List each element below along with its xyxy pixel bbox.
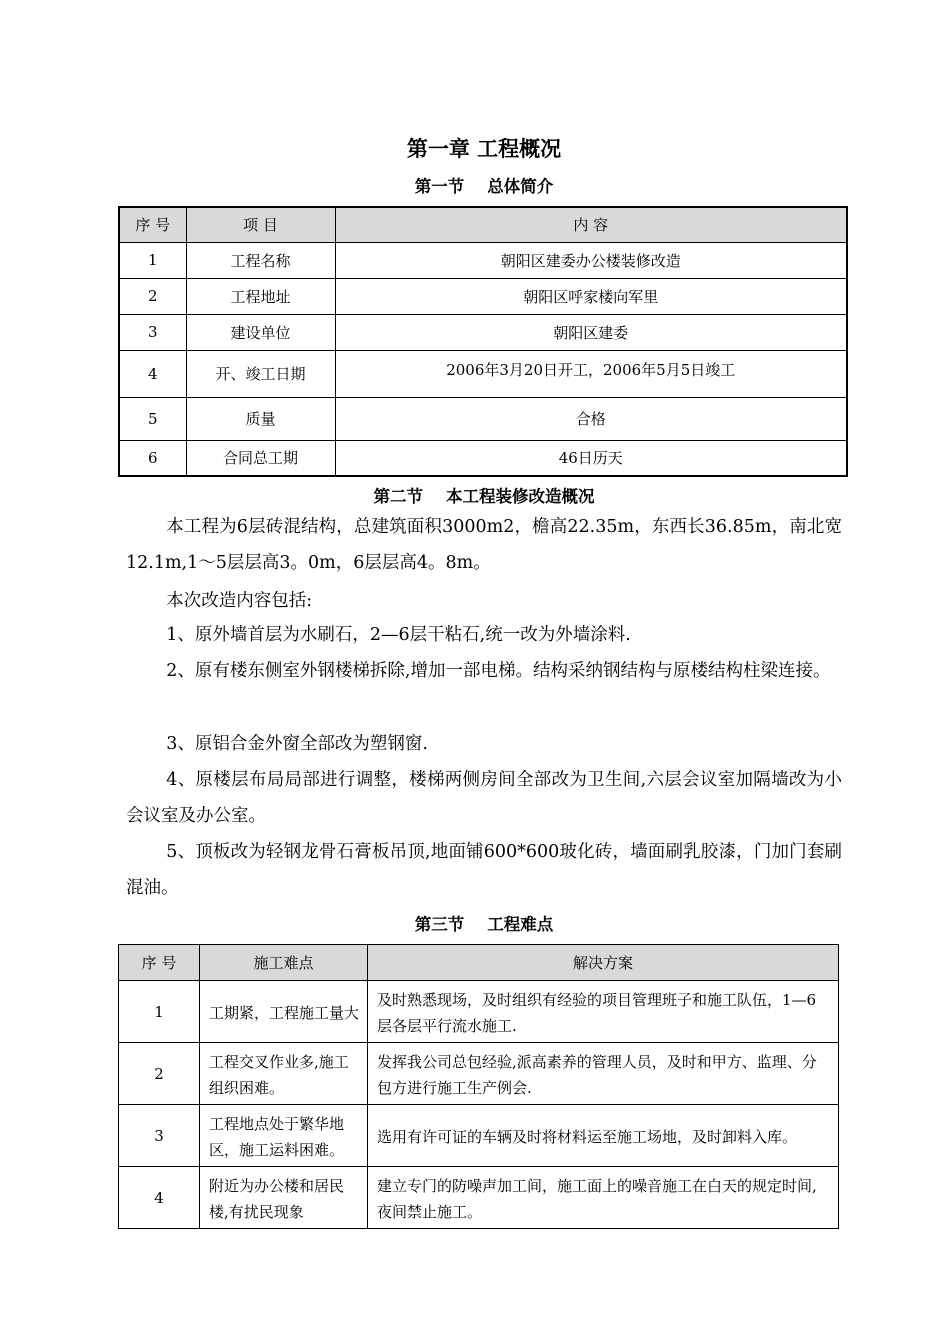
paragraph: 5、顶板改为轻钢龙骨石膏板吊顶,地面铺600*600玻化砖，墙面刷乳胶漆，门加门套刷混油。 [126,842,842,898]
row-no: 2 [119,1043,200,1105]
row-no: 3 [119,1105,200,1167]
row-difficulty: 附近为办公楼和居民楼,有扰民现象 [200,1167,368,1229]
row-content: 朝阳区建委 [335,314,847,350]
paragraph: 本次改造内容包括: [166,591,313,611]
row-item: 建设单位 [186,314,335,350]
header-no: 序 号 [119,207,186,242]
overview-table [118,206,848,477]
header-solution: 解决方案 [368,945,839,981]
paragraph: 1、原外墙首层为水刷石，2—6层干粘石,统一改为外墙涂料. [166,625,631,645]
row-solution: 发挥我公司总包经验,派高素养的管理人员，及时和甲方、监理、分包方进行施工生产例会. [368,1043,839,1105]
row-item: 工程地址 [186,278,335,314]
table-row [119,278,847,314]
row-difficulty: 工程地点处于繁华地区，施工运料困难。 [200,1105,368,1167]
row-no: 4 [119,350,186,397]
overview-table-header [119,207,847,242]
table-row [119,242,847,278]
header-content: 内 容 [335,207,847,242]
table-row [119,314,847,350]
row-solution: 建立专门的防噪声加工间，施工面上的噪音施工在白天的规定时间,夜间禁止施工。 [368,1167,839,1229]
difficulty-table [118,944,839,1229]
table-row [119,1105,839,1167]
header-no: 序 号 [119,945,200,981]
row-content: 46日历天 [335,440,847,476]
row-no: 1 [119,981,200,1043]
paragraph: 本工程为6层砖混结构，总建筑面积3000m2，檐高22.35m，东西长36.85m，南北宽12.1m,1～5层层高3。0m，6层层高4。8m。 [126,517,842,573]
table-row [119,397,847,440]
header-difficulty: 施工难点 [200,945,368,981]
row-difficulty: 工程交叉作业多,施工组织困难。 [200,1043,368,1105]
paragraph: 4、原楼层布局局部进行调整，楼梯两侧房间全部改为卫生间,六层会议室加隔墙改为小会议室及办公室。 [126,770,842,826]
row-difficulty: 工期紧，工程施工量大 [200,981,368,1043]
section3-title: 第三节 工程难点 [414,915,554,934]
table-row [119,440,847,476]
section2-title: 第二节 本工程装修改造概况 [373,487,595,506]
row-item: 合同总工期 [186,440,335,476]
table-row [119,1167,839,1229]
paragraph: 3、原铝合金外窗全部改为塑钢窗. [166,734,428,754]
section1-title: 第一节 总体简介 [414,177,554,196]
chapter-title: 第一章 工程概况 [406,137,562,161]
row-no: 2 [119,278,186,314]
row-item: 开、竣工日期 [186,350,335,397]
row-content: 2006年3月20日开工，2006年5月5日竣工 [335,350,847,397]
row-content: 朝阳区建委办公楼装修改造 [335,242,847,278]
row-item: 工程名称 [186,242,335,278]
paragraph: 2、原有楼东侧室外钢楼梯拆除,增加一部电梯。结构采纳钢结构与原楼结构柱梁连接。 [166,661,831,681]
row-no: 6 [119,440,186,476]
row-no: 5 [119,397,186,440]
header-item: 项 目 [186,207,335,242]
table-row [119,350,847,397]
row-content: 朝阳区呼家楼向军里 [335,278,847,314]
row-content: 合格 [335,397,847,440]
table-row [119,1043,839,1105]
row-solution: 选用有许可证的车辆及时将材料运至施工场地，及时卸料入库。 [368,1105,839,1167]
table-row [119,981,839,1043]
difficulty-table-header [119,945,839,981]
row-no: 3 [119,314,186,350]
row-item: 质量 [186,397,335,440]
row-solution: 及时熟悉现场，及时组织有经验的项目管理班子和施工队伍，1—6层各层平行流水施工. [368,981,839,1043]
row-no: 4 [119,1167,200,1229]
row-no: 1 [119,242,186,278]
